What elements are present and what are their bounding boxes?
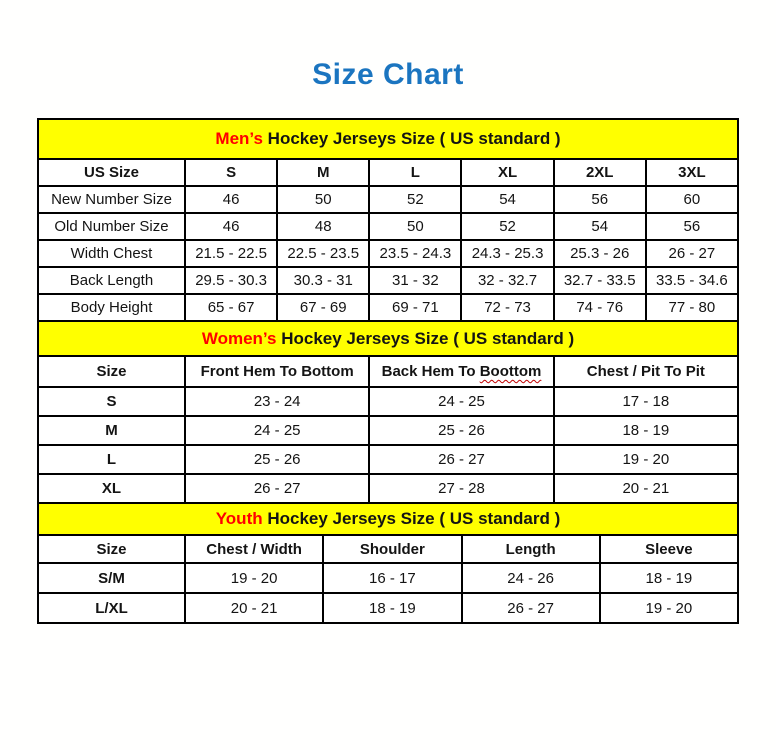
value-cell: 20 - 21: [554, 474, 738, 503]
value-cell: 48: [277, 213, 369, 240]
value-cell: 74 - 76: [554, 294, 646, 321]
size-tables: [37, 118, 739, 624]
table-row: [38, 294, 738, 321]
section-band-row: [38, 119, 738, 159]
value-cell: 19 - 20: [554, 445, 738, 474]
table-row: [38, 474, 738, 503]
value-cell: 18 - 19: [323, 593, 461, 623]
value-cell: 26 - 27: [369, 445, 553, 474]
table-row: [38, 593, 738, 623]
value-cell: 56: [554, 186, 646, 213]
youth-size-table: [37, 502, 739, 624]
column-header: 3XL: [646, 159, 738, 186]
table-row: [38, 563, 738, 593]
misspelled-word: Boottom: [479, 363, 542, 380]
value-cell: 77 - 80: [646, 294, 738, 321]
column-header: M: [277, 159, 369, 186]
row-label: Body Height: [38, 294, 185, 321]
column-header: Chest / Pit To Pit: [554, 356, 738, 387]
value-cell: 33.5 - 34.6: [646, 267, 738, 294]
section-title-band: Women’s Hockey Jerseys Size ( US standard ): [38, 321, 738, 356]
value-cell: 25 - 26: [185, 445, 369, 474]
value-cell: 32 - 32.7: [461, 267, 553, 294]
column-header: S: [185, 159, 277, 186]
header-row: [38, 535, 738, 563]
table-row: [38, 267, 738, 294]
column-header: Sleeve: [600, 535, 738, 563]
value-cell: 60: [646, 186, 738, 213]
value-cell: 21.5 - 22.5: [185, 240, 277, 267]
value-cell: 18 - 19: [600, 563, 738, 593]
value-cell: 52: [461, 213, 553, 240]
value-cell: 23 - 24: [185, 387, 369, 416]
value-cell: 54: [554, 213, 646, 240]
value-cell: 65 - 67: [185, 294, 277, 321]
row-label: Old Number Size: [38, 213, 185, 240]
value-cell: 67 - 69: [277, 294, 369, 321]
value-cell: 50: [277, 186, 369, 213]
row-label: L/XL: [38, 593, 185, 623]
value-cell: 50: [369, 213, 461, 240]
value-cell: 54: [461, 186, 553, 213]
row-label: New Number Size: [38, 186, 185, 213]
value-cell: 52: [369, 186, 461, 213]
value-cell: 16 - 17: [323, 563, 461, 593]
column-header: Back Hem To Boottom: [369, 356, 553, 387]
value-cell: 19 - 20: [600, 593, 738, 623]
table-row: [38, 240, 738, 267]
column-header: Size: [38, 356, 185, 387]
value-cell: 24 - 25: [369, 387, 553, 416]
value-cell: 22.5 - 23.5: [277, 240, 369, 267]
value-cell: 18 - 19: [554, 416, 738, 445]
value-cell: 46: [185, 186, 277, 213]
value-cell: 19 - 20: [185, 563, 323, 593]
size-chart-page: [0, 58, 776, 624]
header-row: [38, 356, 738, 387]
value-cell: 31 - 32: [369, 267, 461, 294]
column-header: US Size: [38, 159, 185, 186]
column-header: L: [369, 159, 461, 186]
section-band-row: [38, 503, 738, 535]
value-cell: 29.5 - 30.3: [185, 267, 277, 294]
section-highlight-word: Women’s: [201, 328, 277, 348]
value-cell: 25.3 - 26: [554, 240, 646, 267]
value-cell: 17 - 18: [554, 387, 738, 416]
value-cell: 72 - 73: [461, 294, 553, 321]
section-highlight-word: Men’s: [215, 129, 263, 148]
section-band-row: [38, 321, 738, 356]
page-title: Size Chart: [312, 58, 464, 91]
value-cell: 32.7 - 33.5: [554, 267, 646, 294]
column-header: Length: [462, 535, 600, 563]
row-label: S/M: [38, 563, 185, 593]
column-header: Chest / Width: [185, 535, 323, 563]
value-cell: 30.3 - 31: [277, 267, 369, 294]
header-row: [38, 159, 738, 186]
value-cell: 24 - 25: [185, 416, 369, 445]
value-cell: 56: [646, 213, 738, 240]
value-cell: 26 - 27: [185, 474, 369, 503]
table-row: [38, 213, 738, 240]
value-cell: 26 - 27: [462, 593, 600, 623]
row-label: Back Length: [38, 267, 185, 294]
table-row: [38, 186, 738, 213]
value-cell: 25 - 26: [369, 416, 553, 445]
value-cell: 27 - 28: [369, 474, 553, 503]
column-header: Front Hem To Bottom: [185, 356, 369, 387]
table-row: [38, 445, 738, 474]
column-header: XL: [461, 159, 553, 186]
value-cell: 24 - 26: [462, 563, 600, 593]
section-highlight-word: Youth: [215, 509, 263, 528]
row-label: L: [38, 445, 185, 474]
column-header: 2XL: [554, 159, 646, 186]
section-title-band: Youth Hockey Jerseys Size ( US standard ): [38, 503, 738, 535]
value-cell: 46: [185, 213, 277, 240]
table-row: [38, 387, 738, 416]
column-header: Shoulder: [323, 535, 461, 563]
table-row: [38, 416, 738, 445]
value-cell: 20 - 21: [185, 593, 323, 623]
section-title-band: Men’s Hockey Jerseys Size ( US standard ): [38, 119, 738, 159]
value-cell: 69 - 71: [369, 294, 461, 321]
column-header: Size: [38, 535, 185, 563]
value-cell: 24.3 - 25.3: [461, 240, 553, 267]
row-label: M: [38, 416, 185, 445]
value-cell: 23.5 - 24.3: [369, 240, 461, 267]
mens-size-table: [37, 118, 739, 322]
row-label: XL: [38, 474, 185, 503]
row-label: Width Chest: [38, 240, 185, 267]
womens-size-table: [37, 320, 739, 504]
row-label: S: [38, 387, 185, 416]
value-cell: 26 - 27: [646, 240, 738, 267]
